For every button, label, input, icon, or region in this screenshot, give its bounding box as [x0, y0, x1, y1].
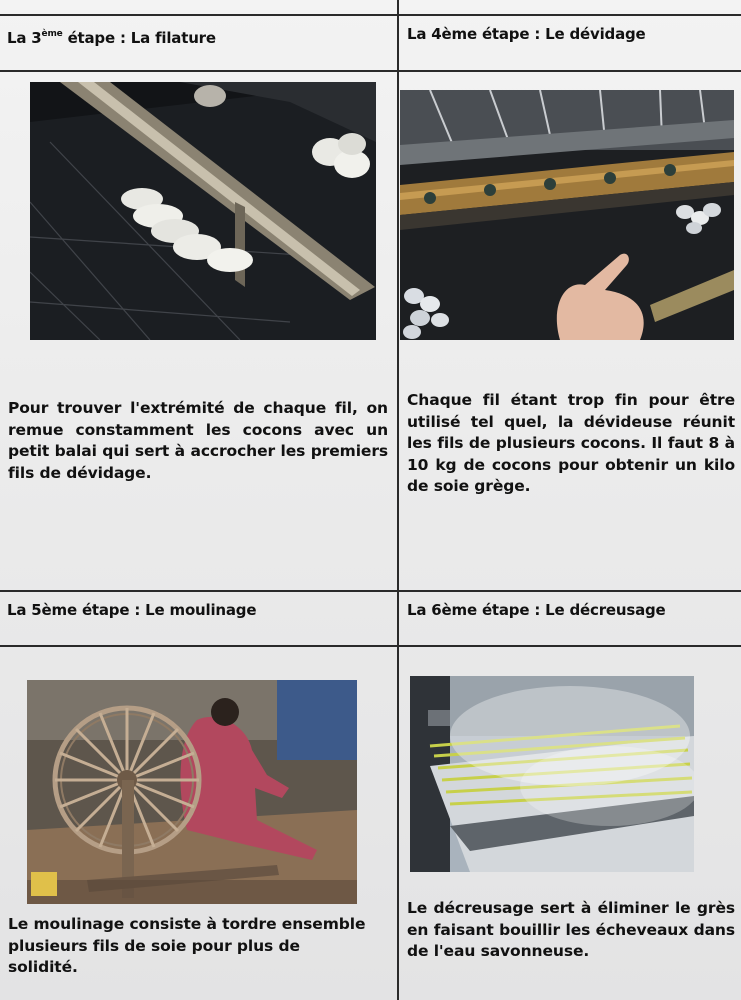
step3-description: Pour trouver l'extrémité de chaque fil, on remue constamment les cocons avec un petit balai qui sert à accrocher les premiers fils de dévidage.	[8, 399, 388, 482]
step6-description: Le décreusage sert à éliminer le grès en faisant bouillir les écheveaux dans de l'eau savonneuse.	[407, 899, 735, 960]
row2-title-rule	[0, 645, 741, 647]
step3-photo-cocoons-in-basin	[30, 82, 376, 340]
step5-title: La 5ème étape : Le moulinage	[7, 601, 257, 619]
step4-title: La 4ème étape : Le dévidage	[407, 25, 646, 43]
row1-title-rule	[0, 70, 741, 72]
step5-photo-spinning-wheel	[27, 680, 357, 904]
step4-description: Chaque fil étant trop fin pour être utilisé tel quel, la dévideuse réunit les fils de plusieurs cocons. Il faut 8 à 10 kg de cocons pour obtenir un kilo de soie grège.	[407, 391, 735, 495]
top-rule	[0, 14, 741, 16]
step6-photo-boiling-skeins	[410, 676, 694, 872]
step5-description: Le moulinage consiste à tordre ensemble plusieurs fils de soie pour plus de solidité.	[8, 915, 366, 976]
row-divider	[0, 590, 741, 592]
step4-photo-reeling-machine	[400, 90, 734, 340]
step6-title: La 6ème étape : Le décreusage	[407, 601, 666, 619]
center-divider	[397, 0, 399, 1000]
step3-title: La 3ème étape : La filature	[7, 29, 216, 47]
